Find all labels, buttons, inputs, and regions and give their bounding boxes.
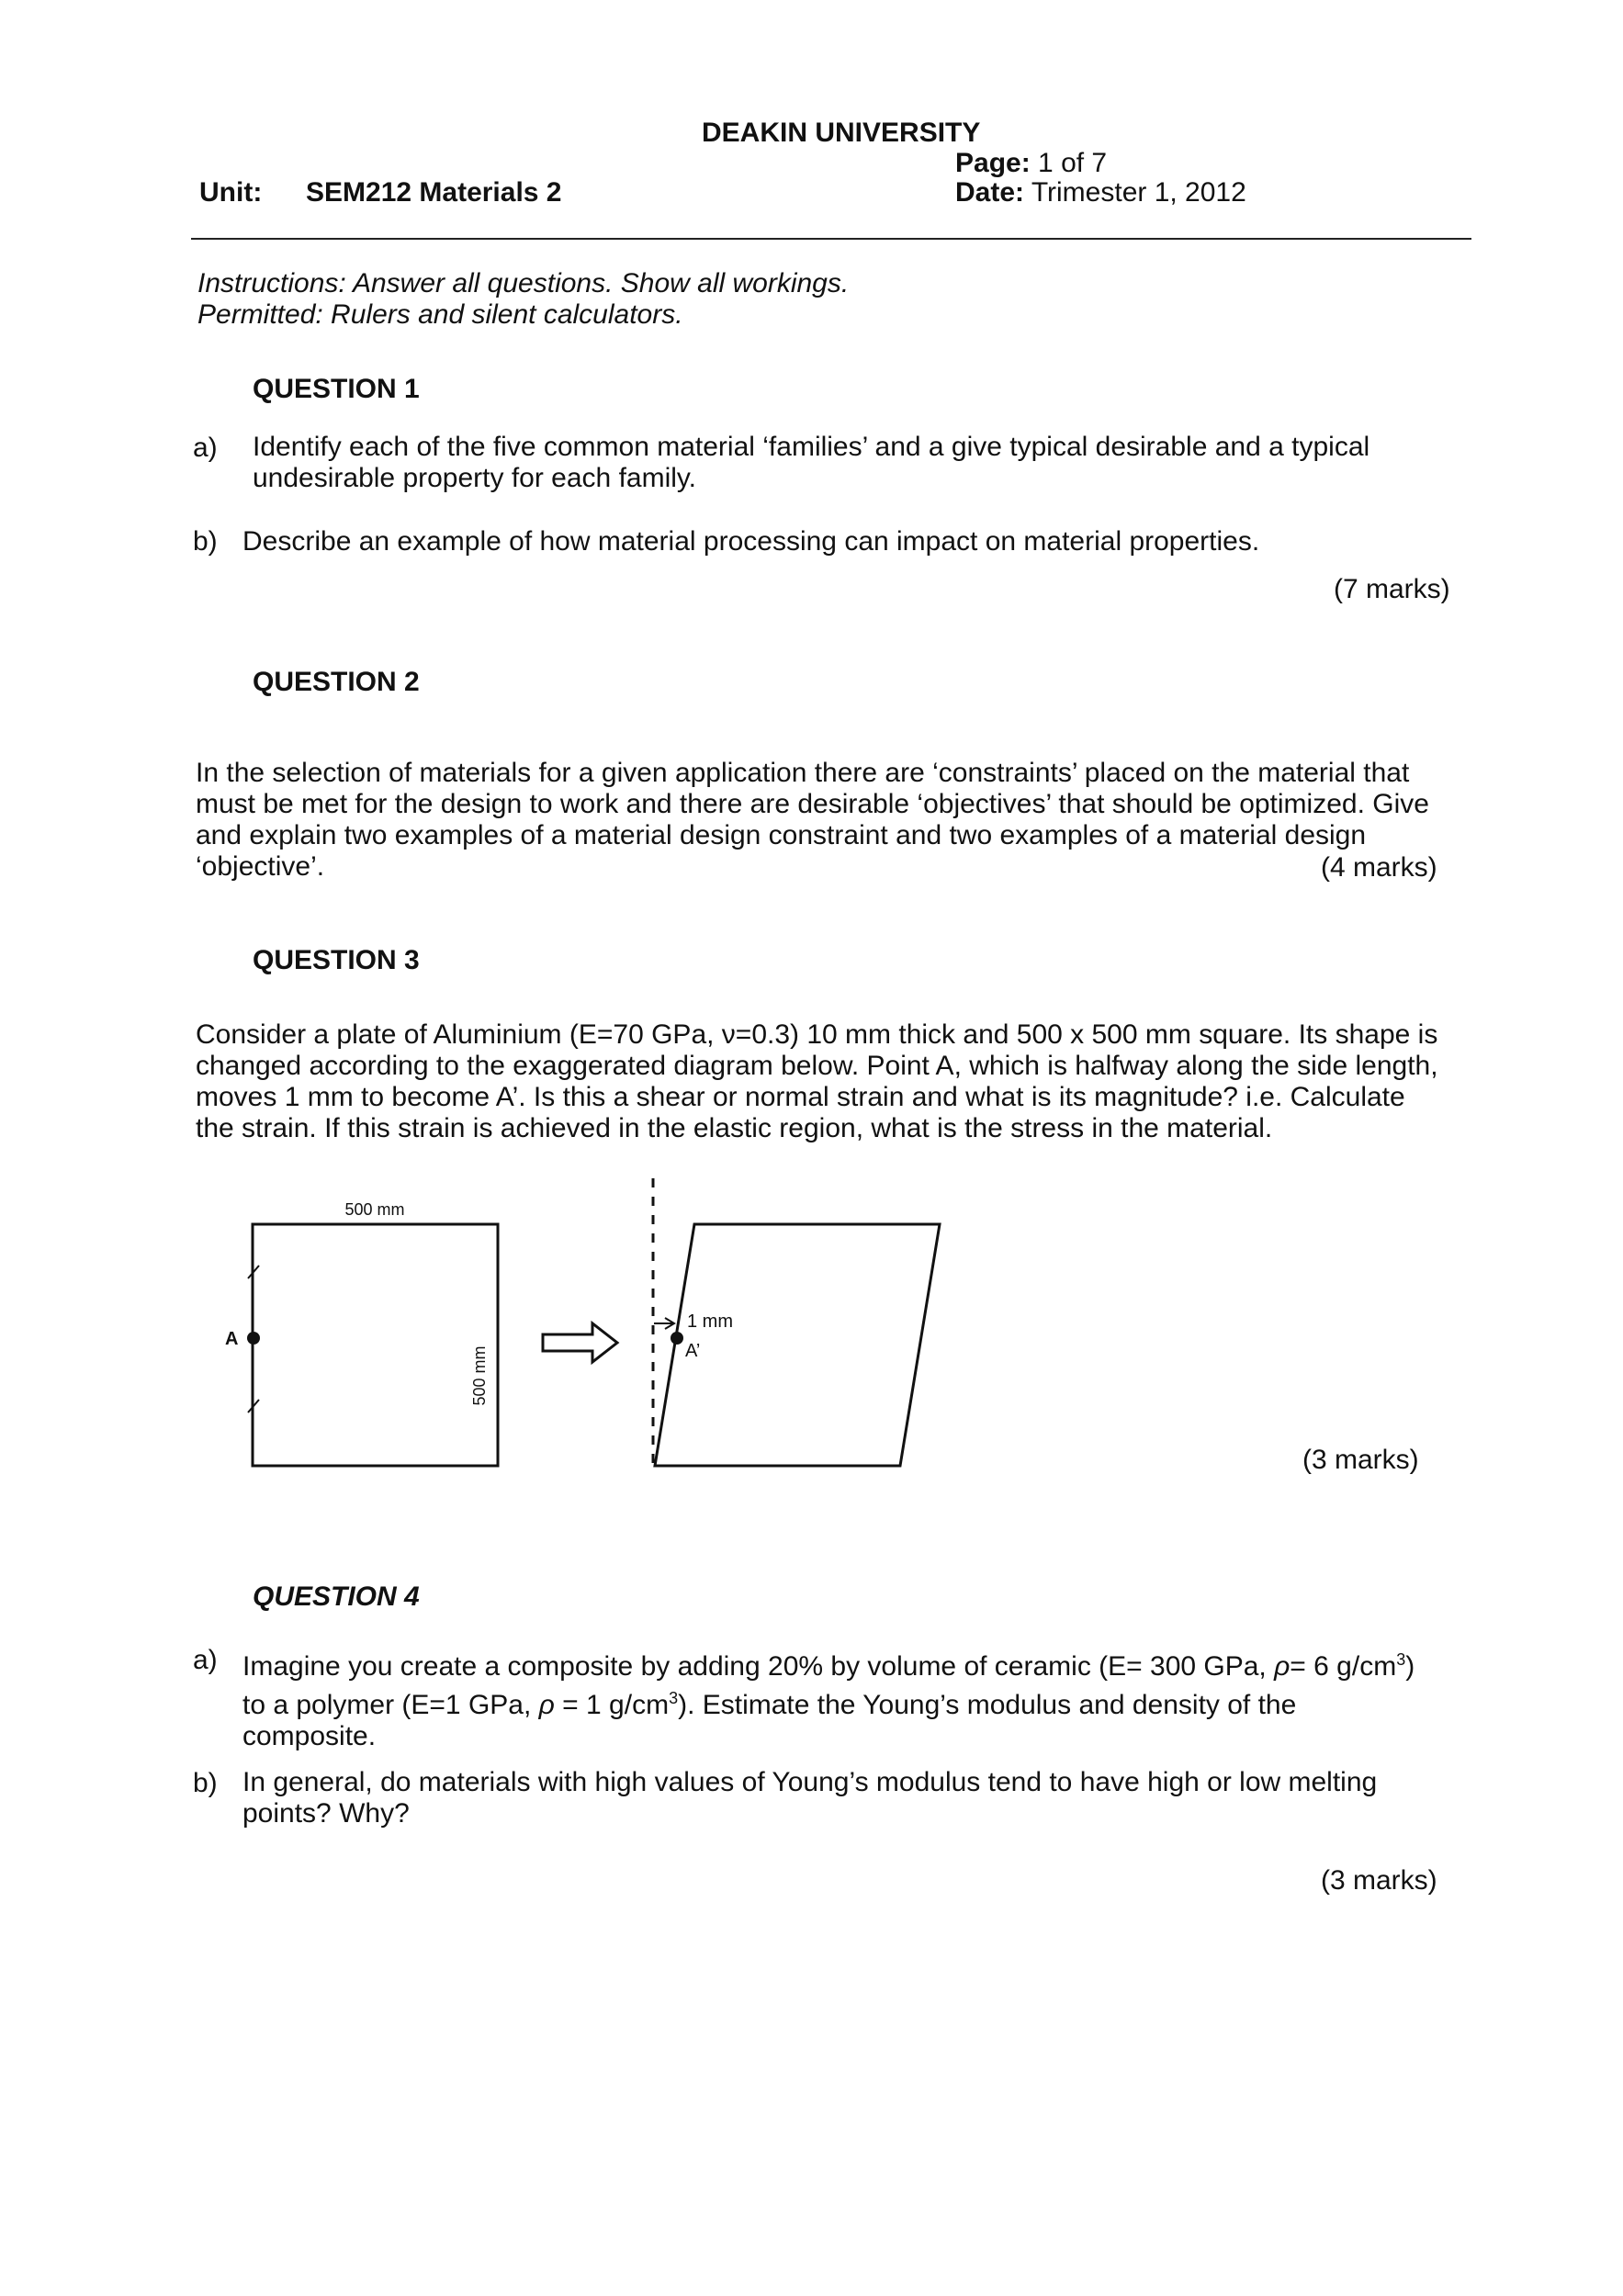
page-label: Page: (955, 148, 1031, 178)
q1-a-line-2: undesirable property for each family. (253, 463, 697, 493)
q4-a-line-1-text: Imagine you create a composite by adding 20% by volume of ceramic (E= 300 GPa, (242, 1651, 1275, 1682)
q4-a-line-1-end: ) (1405, 1651, 1415, 1682)
question-2-title: QUESTION 2 (253, 667, 420, 697)
superscript: 3 (1396, 1650, 1406, 1669)
q2-line-1: In the selection of materials for a given application there are ‘constraints’ placed on the material that (196, 758, 1410, 788)
point-a-prime-label: A’ (685, 1341, 701, 1361)
q4-part-a-label: a) (193, 1645, 218, 1675)
q2-line-4: ‘objective’. (196, 851, 325, 882)
q3-line-4: the strain. If this strain is achieved in the elastic region, what is the stress in the material. (196, 1113, 1273, 1143)
q4-a-line-3: composite. (242, 1721, 377, 1751)
q4-b-line-1: In general, do materials with high values of Young’s modulus tend to have high or low melting (242, 1767, 1378, 1797)
q4-part-b-text (242, 1767, 1377, 1829)
q1-a-line-1: Identify each of the five common material ‘families’ and a give typical desirable and a typical (253, 432, 1370, 462)
question-4-title: QUESTION 4 (253, 1581, 420, 1612)
point-a-label: A (225, 1329, 239, 1349)
point-a-prime-marker (671, 1332, 683, 1345)
unit-value: SEM212 Materials 2 (306, 177, 562, 208)
q4-a-line-2 (242, 1683, 1414, 1721)
q4-part-a-text (242, 1644, 1414, 1752)
question-1-title: QUESTION 1 (253, 374, 420, 404)
density-symbol: ρ (1274, 1651, 1291, 1682)
page-value: 1 of 7 (1038, 148, 1108, 178)
date-value: Trimester 1, 2012 (1031, 177, 1246, 208)
permitted-line: Permitted: Rulers and silent calculators. (197, 299, 683, 330)
q4-b-line-2: points? Why? (242, 1798, 410, 1829)
q4-a-line-1-value: = 6 g/cm (1290, 1651, 1397, 1682)
q3-marks: (3 marks) (1302, 1445, 1419, 1475)
q4-a-line-2-text: to a polymer (E=1 GPa, (242, 1690, 539, 1720)
height-dimension-label: 500 mm (470, 1345, 489, 1406)
date-label: Date: (955, 177, 1025, 208)
displacement-label: 1 mm (687, 1311, 733, 1332)
density-symbol: ρ (538, 1690, 555, 1720)
university-title: DEAKIN UNIVERSITY (702, 118, 981, 148)
q3-line-1: Consider a plate of Aluminium (E=70 GPa, ν=0.3) 10 mm thick and 500 x 500 mm square. Its shape is (196, 1019, 1438, 1050)
q4-a-line-2-value: = 1 g/cm (554, 1690, 670, 1720)
unit-label: Unit: (199, 177, 263, 208)
q1-part-b-label: b) (193, 526, 218, 557)
q4-part-b-label: b) (193, 1768, 218, 1798)
width-dimension-label: 500 mm (344, 1200, 405, 1219)
q3-line-3: moves 1 mm to become A’. Is this a shear or normal strain and what is its magnitude? i.e. Calculate (196, 1082, 1405, 1112)
instructions-line: Instructions: Answer all questions. Show all workings. (197, 268, 850, 298)
q4-a-line-2-end: ). Estimate the Young’s modulus and density of the (678, 1690, 1297, 1720)
transform-arrow-icon (543, 1323, 617, 1362)
point-a-marker (247, 1332, 260, 1345)
q4-marks: (3 marks) (1321, 1865, 1437, 1896)
q2-marks: (4 marks) (1321, 852, 1437, 883)
q1-marks: (7 marks) (1334, 574, 1450, 604)
q1-part-b-text: Describe an example of how material processing can impact on material properties. (242, 526, 1260, 557)
q2-line-2: must be met for the design to work and there are desirable ‘objectives’ that should be optimized. Give (196, 789, 1429, 819)
question-3-title: QUESTION 3 (253, 945, 420, 975)
superscript: 3 (669, 1689, 679, 1707)
original-square (253, 1224, 498, 1466)
q4-a-line-1 (242, 1644, 1414, 1683)
q1-part-a-label: a) (193, 433, 218, 463)
q3-line-2: changed according to the exaggerated diagram below. Point A, which is halfway along the side length, (196, 1051, 1438, 1081)
q2-line-3: and explain two examples of a material design constraint and two examples of a material design (196, 820, 1367, 850)
